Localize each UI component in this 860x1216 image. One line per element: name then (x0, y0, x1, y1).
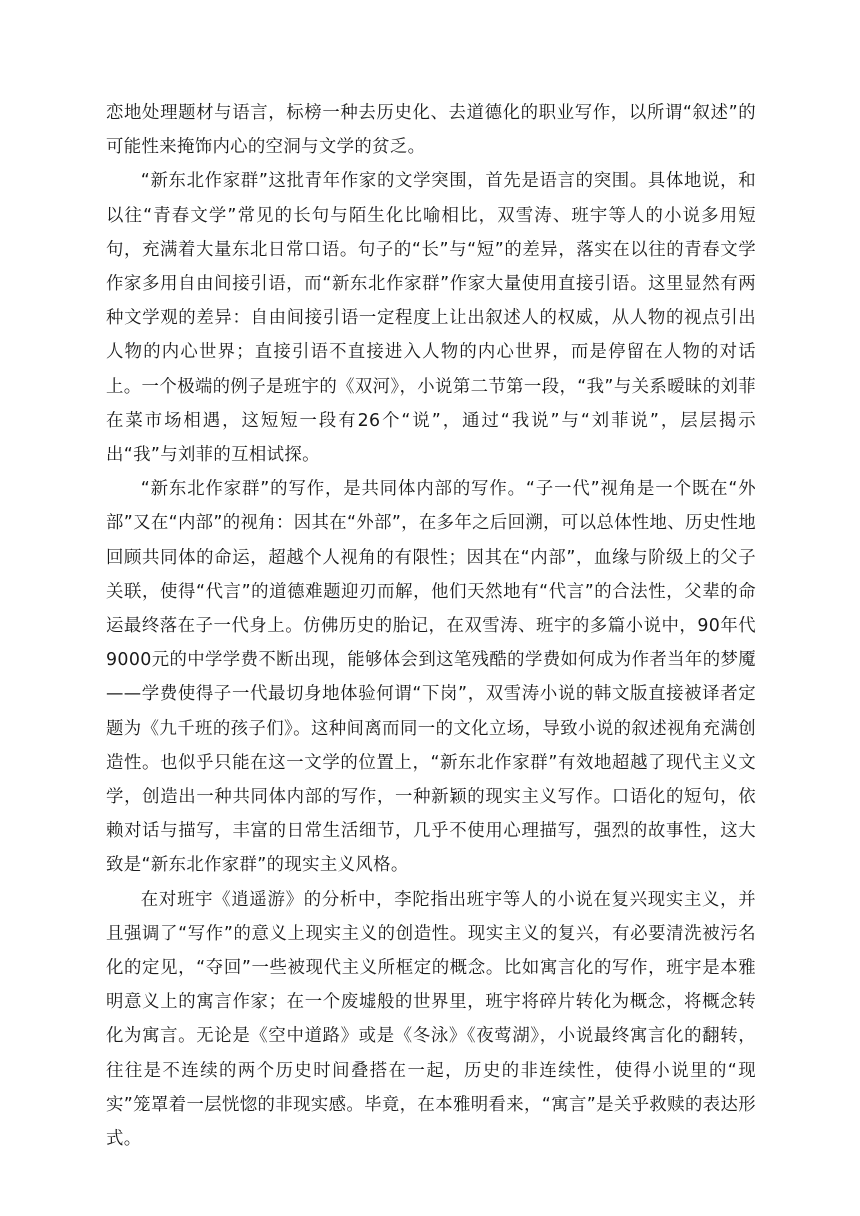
paragraph-3: “新东北作家群”的写作，是共同体内部的写作。“子一代”视角是一个既在“外部”又在“内部”的视角：因其在“外部”，在多年之后回溯，可以总体性地、历史性地回顾共同体的命运，超越个人视角的有限性；因其在“内部”，血缘与阶级上的父子关联，使得“代言”的道德难题迎刃而解，他们天然地有“代言”的合法性，父辈的命运最终落在子一代身上。仿佛历史的胎记，在双雪涛、班宇的多篇小说中，90年代9000元的中学学费不断出现，能够体会到这笔残酷的学费如何成为作者当年的梦魇——学费使得子一代最切身地体验何谓“下岗”，双雪涛小说的韩文版直接被译者定题为《九千班的孩子们》。这种间离而同一的文化立场，导致小说的叙述视角充满创造性。也似乎只能在这一文学的位置上，“新东北作家群”有效地超越了现代主义文学，创造出一种共同体内部的写作，一种新颖的现实主义写作。口语化的短句，依赖对话与描写，丰富的日常生活细节，几乎不使用心理描写，强烈的故事性，这大致是“新东北作家群”的现实主义风格。 (106, 479, 756, 876)
document-page (106, 96, 756, 1156)
paragraph-4: 在对班宇《逍遥游》的分析中，李陀指出班宇等人的小说在复兴现实主义，并且强调了“写作”的意义上现实主义的创造性。现实主义的复兴，有必要清洗被污名化的定见，“夺回”一些被现代主义所框定的概念。比如寓言化的写作，班宇是本雅明意义上的寓言作家；在一个废墟般的世界里，班宇将碎片转化为概念，将概念转化为寓言。无论是《空中道路》或是《冬泳》《夜莺湖》，小说最终寓言化的翻转，往往是不连续的两个历史时间叠搭在一起，历史的非连续性，使得小说里的“现实”笼罩着一层恍惚的非现实感。毕竟，在本雅明看来，“寓言”是关乎救赎的表达形式。 (106, 889, 756, 1150)
paragraph-1: 恋地处理题材与语言，标榜一种去历史化、去道德化的职业写作，以所谓“叙述”的可能性来掩饰内心的空洞与文学的贫乏。 (106, 103, 756, 158)
paragraph-2: “新东北作家群”这批青年作家的文学突围，首先是语言的突围。具体地说，和以往“青春文学”常见的长句与陌生化比喻相比，双雪涛、班宇等人的小说多用短句，充满着大量东北日常口语。句子的“长”与“短”的差异，落实在以往的青春文学作家多用自由间接引语，而“新东北作家群”作家大量使用直接引语。这里显然有两种文学观的差异：自由间接引语一定程度上让出叙述人的权威，从人物的视点引出人物的内心世界；直接引语不直接进入人物的内心世界，而是停留在人物的对话上。一个极端的例子是班宇的《双河》，小说第二节第一段，“我”与关系暧昧的刘菲在菜市场相遇，这短短一段有26个“说”，通过“我说”与“刘菲说”，层层揭示出“我”与刘菲的互相试探。 (106, 171, 756, 466)
